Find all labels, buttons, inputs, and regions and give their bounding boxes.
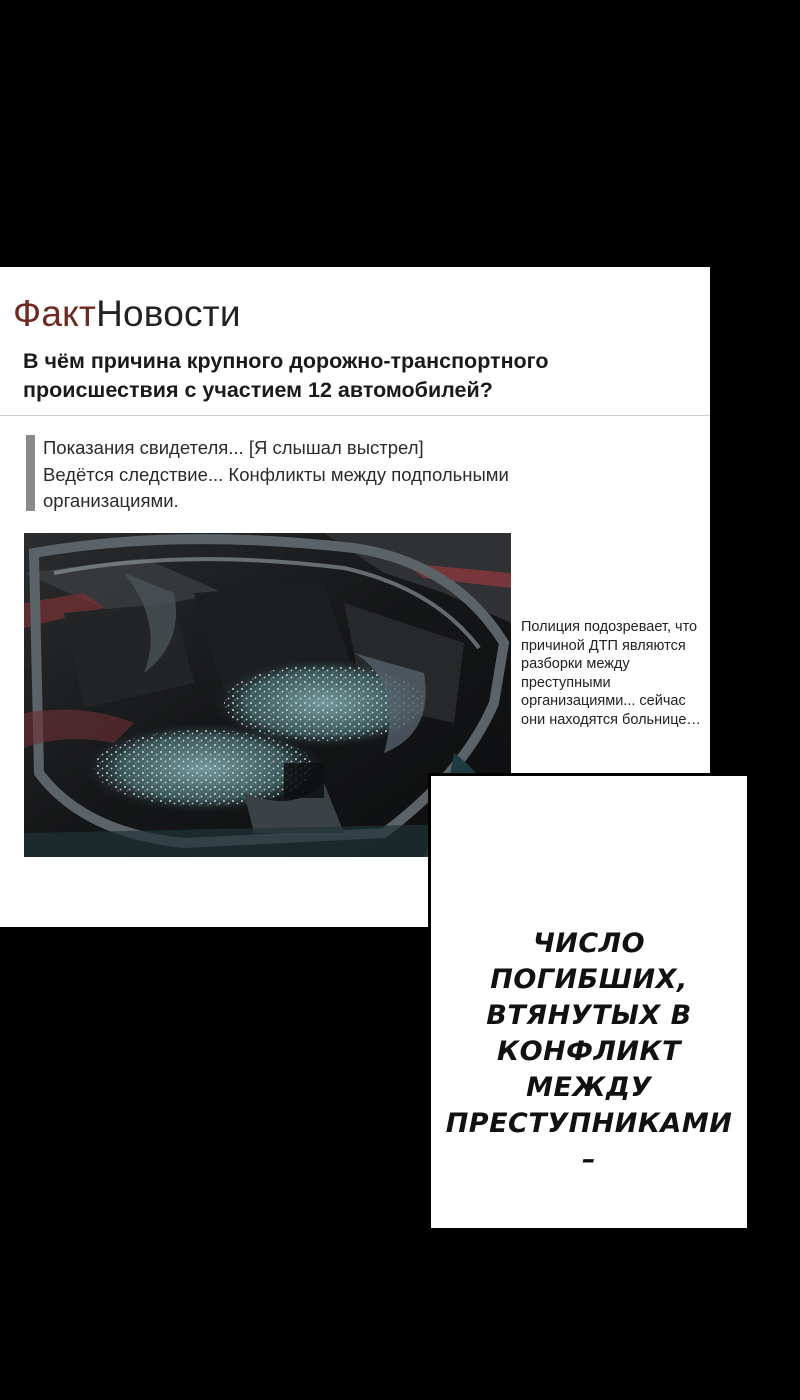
police-sidenote: Полиция подозревает, что причиной ДТП являются разборки между преступными организациями... сейчас они находятся больнице…: [521, 619, 701, 728]
caption-line-2: ВТЯНУТЫХ В: [486, 1000, 692, 1031]
narration-caption-text: [441, 926, 737, 1178]
brand-part-novosti: Новости: [96, 293, 241, 334]
brand-part-fakt: Факт: [13, 293, 97, 334]
news-brand-logo: [13, 295, 241, 332]
caption-line-1: ЧИСЛО ПОГИБШИХ,: [490, 928, 688, 995]
header-divider: [0, 415, 710, 416]
narration-caption-box: [428, 773, 750, 1231]
quote-line-1: Показания свидетеля... [Я слышал выстрел]: [43, 437, 424, 458]
quote-line-2: Ведётся следствие... Конфликты между подпольными организациями.: [43, 463, 509, 511]
caption-line-4: ПРЕСТУПНИКАМИ –: [445, 1108, 733, 1175]
caption-line-3: КОНФЛИКТ МЕЖДУ: [497, 1036, 681, 1103]
witness-quote: [43, 435, 643, 515]
article-headline: В чём причина крупного дорожно-транспортного происшествия с участием 12 автомобилей?: [23, 349, 549, 402]
quote-accent-bar: [26, 435, 35, 511]
